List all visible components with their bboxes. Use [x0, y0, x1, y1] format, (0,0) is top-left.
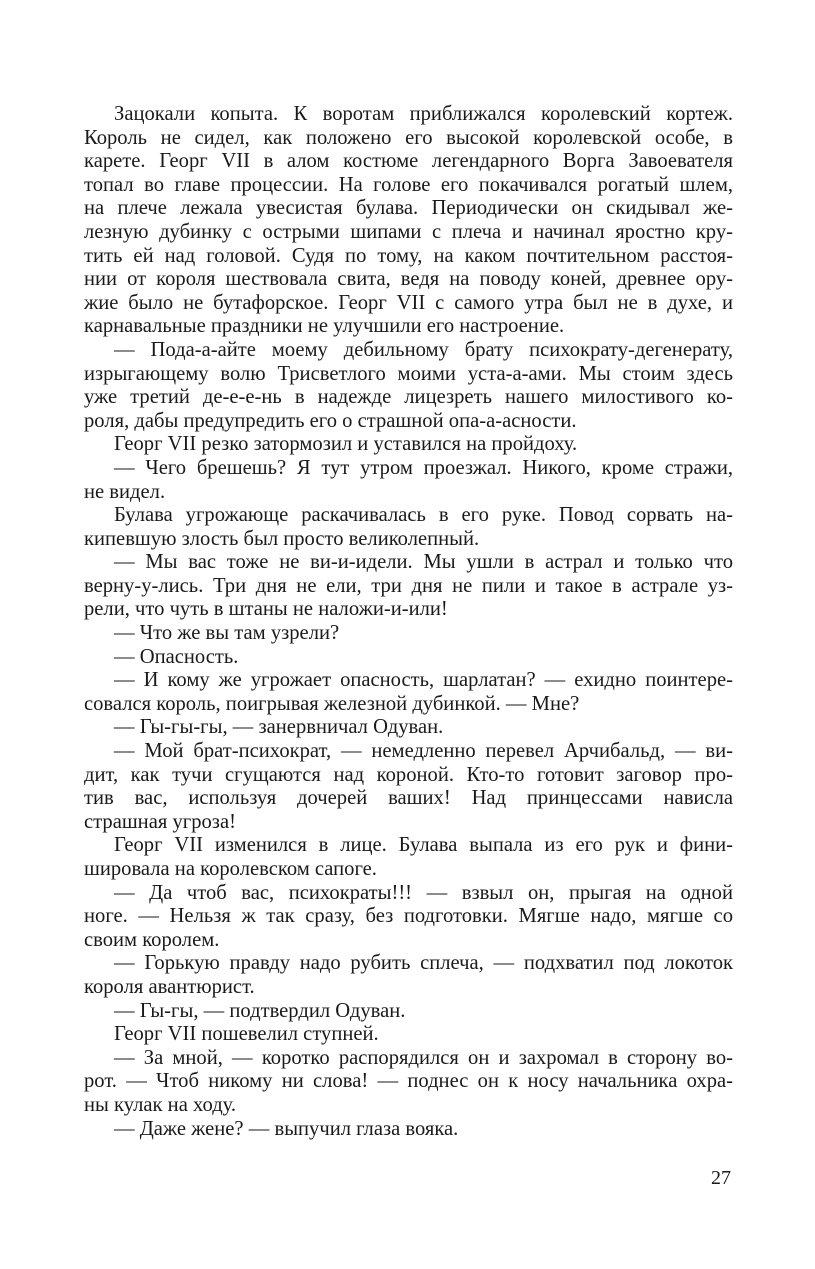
text-line: тив вас, используя дочерей ваших! Над принцессами нависла — [84, 787, 733, 810]
text-line: — За мной, — коротко распорядился он и захромал в сторону во- — [114, 1046, 733, 1069]
text-line: Георг VII резко затормозил и уставился на пройдоху. — [114, 433, 578, 456]
text-line: карете. Георг VII в алом костюме легендарного Ворга Завоевателя — [84, 150, 733, 173]
text-line: страшная угроза! — [84, 810, 236, 833]
text-line: верну-у-лись. Три дня не ели, три дня не пили и такое в астрале уз- — [84, 574, 733, 597]
text-line: — Мы вас тоже не ви-и-идели. Мы ушли в астрал и только что — [114, 551, 733, 574]
text-line: шировала на королевском сапоге. — [84, 858, 377, 880]
text-line: на плече лежала увесистая булава. Периодически он скидывал же- — [84, 197, 733, 220]
text-line: — Чего брешешь? Я тут утром проезжал. Никого, кроме стражи, — [114, 456, 733, 479]
text-line: своим королем. — [84, 928, 220, 951]
text-line: Король не сидел, как положено его высокой королевской особе, в — [84, 126, 733, 149]
text-line: дит, как тучи сгущаются над короной. Кто-то готовит заговор про- — [84, 763, 733, 786]
text-line: — Гы-гы-гы, — занервничал Одуван. — [114, 716, 444, 739]
page-number: 27 — [711, 1167, 731, 1189]
text-line: короля авантюрист. — [84, 975, 255, 998]
text-line: кипевшую злость был просто великолепный. — [84, 527, 480, 550]
text-line: изрыгающему волю Трисветлого моими уста-а-ами. Мы стоим здесь — [84, 362, 733, 385]
text-line: Булава угрожающе раскачивалась в его руке. Повод сорвать на- — [114, 504, 733, 527]
body-text — [84, 103, 733, 1141]
text-line: — Мой брат-психократ, — немедленно перевел Арчибальд, — ви- — [114, 740, 733, 763]
text-line: Георг VII изменился в лице. Булава выпала из его рук и фини- — [114, 834, 733, 857]
text-line: — Что же вы там узрели? — [114, 622, 340, 645]
text-line: — Гы-гы, — подтвердил Одуван. — [114, 999, 406, 1022]
text-line: роля, дабы предупредить его о страшной опа-а-асности. — [84, 409, 577, 432]
text-line: жие было не бутафорское. Георг VII с самого утра был не в духе, и — [84, 291, 733, 314]
text-line: — Опасность. — [114, 645, 239, 668]
text-line: ноге. — Нельзя ж так сразу, без подготовки. Мягше надо, мягше со — [84, 905, 733, 928]
text-line: не видел. — [84, 480, 166, 503]
text-line: ны кулак на ходу. — [84, 1093, 237, 1116]
text-line: Георг VII пошевелил ступней. — [114, 1023, 379, 1046]
text-line: — Даже жене? — выпучил глаза вояка. — [114, 1117, 459, 1140]
text-line: рели, что чуть в штаны не наложи-и-или! — [84, 598, 448, 621]
text-line: карнавальные праздники не улучшили его настроение. — [84, 315, 565, 338]
text-line: топал во главе процессии. На голове его покачивался рогатый шлем, — [84, 173, 733, 196]
text-line: — Горькую правду надо рубить сплеча, — подхватил под локоток — [114, 952, 733, 975]
text-line: — Пода-а-айте моему дебильному брату психократу-дегенерату, — [114, 338, 733, 361]
text-line: — И кому же угрожает опасность, шарлатан? — ехидно поинтере- — [114, 669, 733, 692]
text-line: — Да чтоб вас, психократы!!! — взвыл он, прыгая на одной — [114, 881, 733, 904]
text-line: лезную дубинку с острыми шипами с плеча и начинал яростно кру- — [84, 220, 733, 243]
text-line: рот. — Чтоб никому ни слова! — поднес он к носу начальника охра- — [84, 1070, 733, 1093]
text-line: уже третий де-е-е-нь в надежде лицезреть нашего милостивого ко- — [84, 386, 733, 409]
text-line: Зацокали копыта. К воротам приближался королевский кортеж. — [114, 103, 733, 125]
text-line: нии от короля шествовала свита, ведя на поводу коней, древнее ору- — [84, 268, 733, 291]
text-line: тить ей над головой. Судя по тому, на каком почтительном расстоя- — [84, 244, 733, 267]
text-line: совался король, поигрывая железной дубинкой. — Мне? — [84, 692, 580, 715]
